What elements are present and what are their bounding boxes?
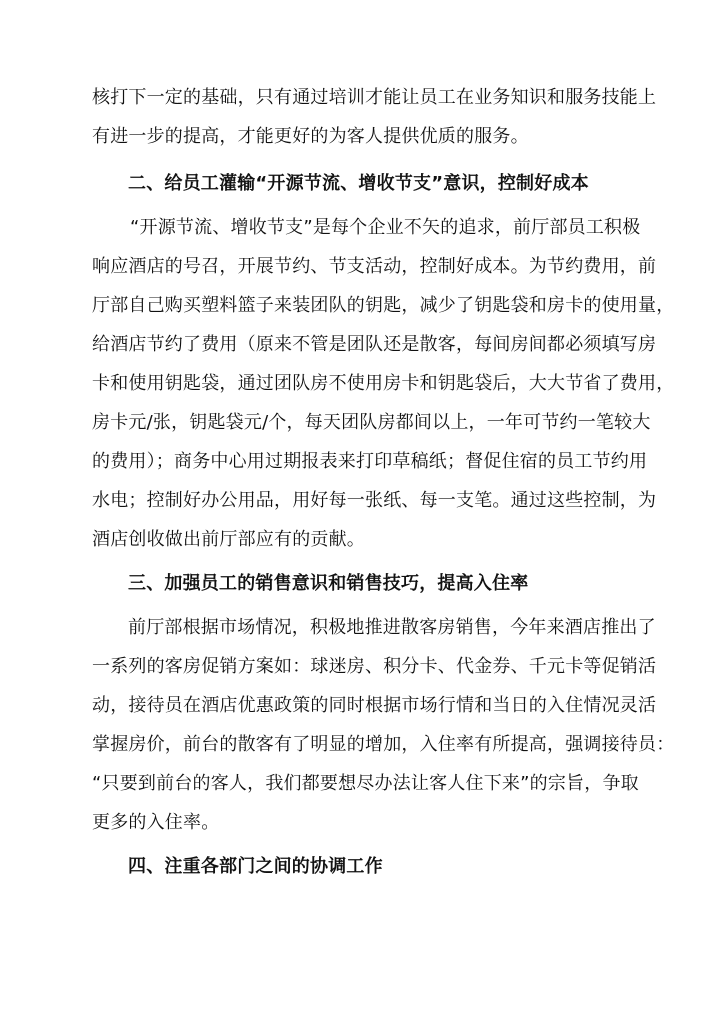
paragraph-line: 前厅部根据市场情况，积极地推进散客房销售，今年来酒店推出了 (128, 617, 656, 638)
paragraph-line: 的费用）；商务中心用过期报表来打印草稿纸；督促住宿的员工节约用 (92, 451, 648, 472)
paragraph-line: 更多的入住率。 (92, 812, 220, 833)
paragraph-line: “只要到前台的客人，我们都要想尽办法让客人住下来”的宗旨，争取 (92, 773, 639, 794)
paragraph-line: 一系列的客房促销方案如：球迷房、积分卡、代金券、千元卡等促销活 (92, 656, 657, 677)
paragraph-line: 掌握房价，前台的散客有了明显的增加，入住率有所提高，强调接待员： (92, 734, 675, 755)
section-heading-2: 二、给员工灌输“开源节流、增收节支”意识，控制好成本 (128, 173, 589, 194)
paragraph-line: 酒店创收做出前厅部应有的贡献。 (92, 529, 365, 550)
paragraph-line: 厅部自己购买塑料篮子来装团队的钥匙，减少了钥匙袋和房卡的使用量， (92, 295, 675, 316)
paragraph-line: 水电；控制好办公用品，用好每一张纸、每一支笔。通过这些控制，为 (92, 490, 657, 511)
section-heading-4: 四、注重各部门之间的协调工作 (128, 856, 383, 877)
section-heading-3: 三、加强员工的销售意识和销售技巧，提高入住率 (128, 573, 529, 594)
paragraph-line: 核打下一定的基础，只有通过培训才能让员工在业务知识和服务技能上 (92, 87, 657, 108)
paragraph-line: 给酒店节约了费用（原来不管是团队还是散客，每间房间都必须填写房 (92, 334, 657, 355)
paragraph-line: 动，接待员在酒店优惠政策的同时根据市场行情和当日的入住情况灵活 (92, 695, 657, 716)
paragraph-line: “开源节流、增收节支”是每个企业不矢的追求，前厅部员工积极 (130, 217, 641, 238)
paragraph-line: 有进一步的提高，才能更好的为客人提供优质的服务。 (92, 126, 529, 147)
paragraph-line: 响应酒店的号召，开展节约、节支活动，控制好成本。为节约费用，前 (92, 256, 657, 277)
paragraph-line: 房卡元/张，钥匙袋元/个，每天团队房都间以上，一年可节约一笔较大 (92, 412, 651, 433)
paragraph-line: 卡和使用钥匙袋，通过团队房不使用房卡和钥匙袋后，大大节省了费用， (92, 373, 675, 394)
